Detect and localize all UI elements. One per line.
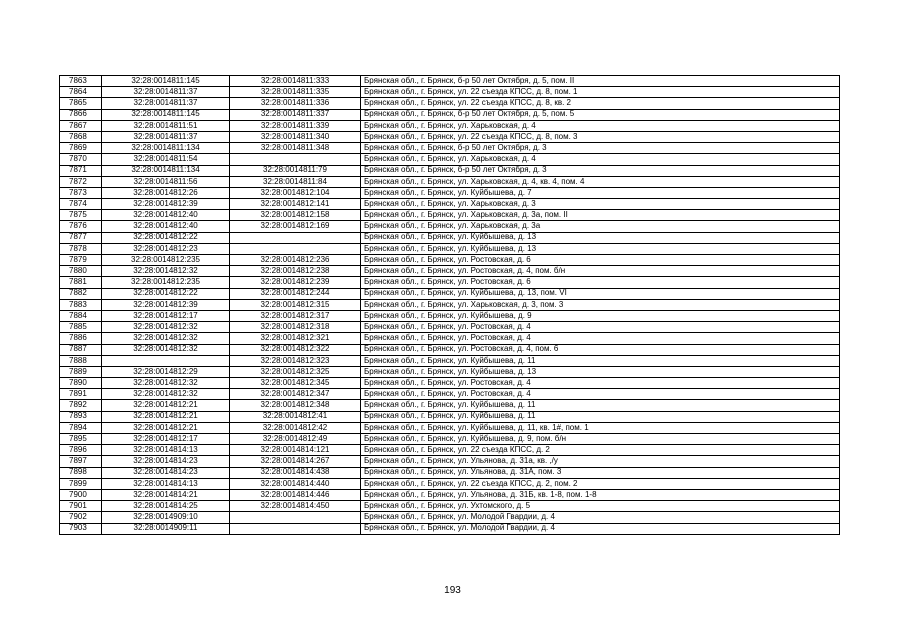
object-cadastral-cell: 32:28:0014812:317 (230, 310, 361, 321)
address-cell: Брянская обл., г. Брянск, ул. Ростовская, д. 4, пом. 6 (361, 344, 840, 355)
address-cell: Брянская обл., г. Брянск, ул. Куйбышева, д. 9, пом. б/н (361, 434, 840, 445)
row-number-cell: 7871 (60, 165, 102, 176)
object-cadastral-cell: 32:28:0014812:325 (230, 366, 361, 377)
address-cell: Брянская обл., г. Брянск, ул. Куйбышева, д. 13, пом. VI (361, 288, 840, 299)
table-row (60, 434, 840, 445)
table-row (60, 277, 840, 288)
table-row (60, 109, 840, 120)
address-cell: Брянская обл., г. Брянск, ул. Ростовская, д. 4 (361, 389, 840, 400)
address-cell: Брянская обл., г. Брянск, ул. Куйбышева, д. 13 (361, 366, 840, 377)
row-number-cell: 7901 (60, 501, 102, 512)
address-cell: Брянская обл., г. Брянск, ул. Куйбышева, д. 13 (361, 232, 840, 243)
parcel-cadastral-cell (102, 355, 230, 366)
parcel-cadastral-cell: 32:28:0014812:40 (102, 221, 230, 232)
parcel-cadastral-cell: 32:28:0014812:39 (102, 299, 230, 310)
address-cell: Брянская обл., г. Брянск, ул. Ухтомского, д. 5 (361, 501, 840, 512)
address-cell: Брянская обл., г. Брянск, ул. Куйбышева, д. 9 (361, 310, 840, 321)
address-cell: Брянская обл., г. Брянск, ул. Ульянова, д. 31А, пом. 3 (361, 467, 840, 478)
table-row (60, 176, 840, 187)
table-row (60, 400, 840, 411)
address-cell: Брянская обл., г. Брянск, ул. Куйбышева, д. 11, кв. 1#, пом. 1 (361, 422, 840, 433)
object-cadastral-cell: 32:28:0014811:333 (230, 76, 361, 87)
object-cadastral-cell (230, 232, 361, 243)
object-cadastral-cell: 32:28:0014814:121 (230, 445, 361, 456)
table-row (60, 523, 840, 534)
row-number-cell: 7864 (60, 87, 102, 98)
row-number-cell: 7881 (60, 277, 102, 288)
parcel-cadastral-cell: 32:28:0014812:21 (102, 422, 230, 433)
object-cadastral-cell: 32:28:0014812:41 (230, 411, 361, 422)
object-cadastral-cell: 32:28:0014811:340 (230, 131, 361, 142)
table-row (60, 143, 840, 154)
parcel-cadastral-cell: 32:28:0014811:56 (102, 176, 230, 187)
object-cadastral-cell: 32:28:0014812:141 (230, 199, 361, 210)
row-number-cell: 7896 (60, 445, 102, 456)
address-cell: Брянская обл., г. Брянск, б-р 50 лет Октября, д. 3 (361, 165, 840, 176)
table-row (60, 333, 840, 344)
row-number-cell: 7899 (60, 478, 102, 489)
row-number-cell: 7883 (60, 299, 102, 310)
table-row (60, 512, 840, 523)
parcel-cadastral-cell: 32:28:0014811:51 (102, 120, 230, 131)
address-cell: Брянская обл., г. Брянск, ул. Молодой Гвардии, д. 4 (361, 523, 840, 534)
object-cadastral-cell: 32:28:0014811:84 (230, 176, 361, 187)
table-row (60, 221, 840, 232)
address-cell: Брянская обл., г. Брянск, ул. Харьковская, д. 4 (361, 120, 840, 131)
table-row (60, 120, 840, 131)
row-number-cell: 7875 (60, 210, 102, 221)
object-cadastral-cell: 32:28:0014812:238 (230, 266, 361, 277)
address-cell: Брянская обл., г. Брянск, ул. Харьковская, д. 3 (361, 199, 840, 210)
table-row (60, 366, 840, 377)
address-cell: Брянская обл., г. Брянск, ул. Харьковская, д. 3а (361, 221, 840, 232)
row-number-cell: 7879 (60, 255, 102, 266)
address-cell: Брянская обл., г. Брянск, ул. Харьковская, д. 4, кв. 4, пом. 4 (361, 176, 840, 187)
row-number-cell: 7876 (60, 221, 102, 232)
object-cadastral-cell: 32:28:0014812:347 (230, 389, 361, 400)
address-cell: Брянская обл., г. Брянск, ул. Куйбышева, д. 11 (361, 400, 840, 411)
table-row (60, 355, 840, 366)
row-number-cell: 7874 (60, 199, 102, 210)
parcel-cadastral-cell: 32:28:0014812:23 (102, 243, 230, 254)
object-cadastral-cell: 32:28:0014811:336 (230, 98, 361, 109)
table-row (60, 378, 840, 389)
object-cadastral-cell: 32:28:0014812:42 (230, 422, 361, 433)
address-cell: Брянская обл., г. Брянск, ул. Ростовская, д. 4, пом. б/н (361, 266, 840, 277)
table-row (60, 76, 840, 87)
row-number-cell: 7893 (60, 411, 102, 422)
table-row (60, 87, 840, 98)
parcel-cadastral-cell: 32:28:0014812:39 (102, 199, 230, 210)
parcel-cadastral-cell: 32:28:0014812:235 (102, 277, 230, 288)
table-row (60, 255, 840, 266)
object-cadastral-cell: 32:28:0014814:450 (230, 501, 361, 512)
address-cell: Брянская обл., г. Брянск, ул. Харьковская, д. 4 (361, 154, 840, 165)
table-row (60, 187, 840, 198)
row-number-cell: 7887 (60, 344, 102, 355)
parcel-cadastral-cell: 32:28:0014814:13 (102, 478, 230, 489)
address-cell: Брянская обл., г. Брянск, ул. Харьковская, д. 3а, пом. II (361, 210, 840, 221)
parcel-cadastral-cell: 32:28:0014812:32 (102, 378, 230, 389)
row-number-cell: 7873 (60, 187, 102, 198)
parcel-cadastral-cell: 32:28:0014812:235 (102, 255, 230, 266)
object-cadastral-cell: 32:28:0014814:438 (230, 467, 361, 478)
row-number-cell: 7902 (60, 512, 102, 523)
table-row (60, 266, 840, 277)
parcel-cadastral-cell: 32:28:0014812:21 (102, 400, 230, 411)
row-number-cell: 7894 (60, 422, 102, 433)
address-cell: Брянская обл., г. Брянск, ул. Ульянова, д. 31а, кв. ,/у (361, 456, 840, 467)
address-cell: Брянская обл., г. Брянск, ул. Ростовская, д. 4 (361, 333, 840, 344)
table-row (60, 299, 840, 310)
table-row (60, 310, 840, 321)
address-cell: Брянская обл., г. Брянск, ул. Молодой Гвардии, д. 4 (361, 512, 840, 523)
parcel-cadastral-cell: 32:28:0014814:25 (102, 501, 230, 512)
address-cell: Брянская обл., г. Брянск, ул. 22 съезда КПСС, д. 2 (361, 445, 840, 456)
parcel-cadastral-cell: 32:28:0014812:29 (102, 366, 230, 377)
object-cadastral-cell: 32:28:0014811:79 (230, 165, 361, 176)
object-cadastral-cell (230, 523, 361, 534)
row-number-cell: 7885 (60, 322, 102, 333)
object-cadastral-cell: 32:28:0014811:337 (230, 109, 361, 120)
parcel-cadastral-cell: 32:28:0014812:32 (102, 344, 230, 355)
row-number-cell: 7877 (60, 232, 102, 243)
address-cell: Брянская обл., г. Брянск, ул. Ростовская, д. 4 (361, 322, 840, 333)
object-cadastral-cell: 32:28:0014814:267 (230, 456, 361, 467)
property-registry-table (59, 75, 840, 535)
table-row (60, 389, 840, 400)
row-number-cell: 7863 (60, 76, 102, 87)
object-cadastral-cell: 32:28:0014814:440 (230, 478, 361, 489)
parcel-cadastral-cell: 32:28:0014812:32 (102, 322, 230, 333)
row-number-cell: 7866 (60, 109, 102, 120)
row-number-cell: 7878 (60, 243, 102, 254)
object-cadastral-cell: 32:28:0014812:236 (230, 255, 361, 266)
row-number-cell: 7868 (60, 131, 102, 142)
table-row (60, 422, 840, 433)
parcel-cadastral-cell: 32:28:0014812:32 (102, 333, 230, 344)
table-row (60, 322, 840, 333)
table-row (60, 232, 840, 243)
row-number-cell: 7897 (60, 456, 102, 467)
parcel-cadastral-cell: 32:28:0014814:21 (102, 489, 230, 500)
table-row (60, 131, 840, 142)
object-cadastral-cell: 32:28:0014812:345 (230, 378, 361, 389)
table-body (60, 76, 840, 535)
table-row (60, 243, 840, 254)
table-row (60, 501, 840, 512)
parcel-cadastral-cell: 32:28:0014812:21 (102, 411, 230, 422)
address-cell: Брянская обл., г. Брянск, б-р 50 лет Октября, д. 5, пом. 5 (361, 109, 840, 120)
object-cadastral-cell: 32:28:0014812:169 (230, 221, 361, 232)
address-cell: Брянская обл., г. Брянск, ул. Харьковская, д. 3, пом. 3 (361, 299, 840, 310)
address-cell: Брянская обл., г. Брянск, ул. 22 съезда КПСС, д. 8, пом. 3 (361, 131, 840, 142)
row-number-cell: 7891 (60, 389, 102, 400)
parcel-cadastral-cell: 32:28:0014811:145 (102, 76, 230, 87)
parcel-cadastral-cell: 32:28:0014909:11 (102, 523, 230, 534)
row-number-cell: 7869 (60, 143, 102, 154)
address-cell: Брянская обл., г. Брянск, ул. 22 съезда КПСС, д. 8, кв. 2 (361, 98, 840, 109)
object-cadastral-cell: 32:28:0014812:239 (230, 277, 361, 288)
address-cell: Брянская обл., г. Брянск, ул. Ульянова, д. 31Б, кв. 1-8, пом. 1-8 (361, 489, 840, 500)
table-row (60, 98, 840, 109)
parcel-cadastral-cell: 32:28:0014811:145 (102, 109, 230, 120)
table-row (60, 489, 840, 500)
table-row (60, 467, 840, 478)
table-row (60, 199, 840, 210)
parcel-cadastral-cell: 32:28:0014812:40 (102, 210, 230, 221)
object-cadastral-cell: 32:28:0014811:339 (230, 120, 361, 131)
table-row (60, 165, 840, 176)
address-cell: Брянская обл., г. Брянск, ул. Ростовская, д. 6 (361, 255, 840, 266)
address-cell: Брянская обл., г. Брянск, ул. Ростовская, д. 6 (361, 277, 840, 288)
object-cadastral-cell: 32:28:0014811:335 (230, 87, 361, 98)
row-number-cell: 7898 (60, 467, 102, 478)
table-row (60, 445, 840, 456)
page-number: 193 (444, 585, 461, 596)
address-cell: Брянская обл., г. Брянск, ул. 22 съезда КПСС, д. 2, пом. 2 (361, 478, 840, 489)
parcel-cadastral-cell: 32:28:0014811:134 (102, 143, 230, 154)
object-cadastral-cell (230, 512, 361, 523)
object-cadastral-cell (230, 154, 361, 165)
parcel-cadastral-cell: 32:28:0014814:23 (102, 467, 230, 478)
table-row (60, 154, 840, 165)
object-cadastral-cell: 32:28:0014812:318 (230, 322, 361, 333)
object-cadastral-cell: 32:28:0014812:323 (230, 355, 361, 366)
row-number-cell: 7872 (60, 176, 102, 187)
parcel-cadastral-cell: 32:28:0014811:37 (102, 98, 230, 109)
row-number-cell: 7895 (60, 434, 102, 445)
object-cadastral-cell: 32:28:0014812:348 (230, 400, 361, 411)
row-number-cell: 7886 (60, 333, 102, 344)
parcel-cadastral-cell: 32:28:0014812:17 (102, 434, 230, 445)
object-cadastral-cell: 32:28:0014812:158 (230, 210, 361, 221)
parcel-cadastral-cell: 32:28:0014814:13 (102, 445, 230, 456)
object-cadastral-cell: 32:28:0014812:321 (230, 333, 361, 344)
parcel-cadastral-cell: 32:28:0014812:32 (102, 389, 230, 400)
table-row (60, 456, 840, 467)
row-number-cell: 7888 (60, 355, 102, 366)
parcel-cadastral-cell: 32:28:0014812:22 (102, 288, 230, 299)
row-number-cell: 7900 (60, 489, 102, 500)
parcel-cadastral-cell: 32:28:0014811:37 (102, 87, 230, 98)
object-cadastral-cell: 32:28:0014812:49 (230, 434, 361, 445)
row-number-cell: 7890 (60, 378, 102, 389)
parcel-cadastral-cell: 32:28:0014812:26 (102, 187, 230, 198)
object-cadastral-cell: 32:28:0014812:104 (230, 187, 361, 198)
row-number-cell: 7880 (60, 266, 102, 277)
table-row (60, 411, 840, 422)
address-cell: Брянская обл., г. Брянск, б-р 50 лет Октября, д. 3 (361, 143, 840, 154)
parcel-cadastral-cell: 32:28:0014812:17 (102, 310, 230, 321)
row-number-cell: 7867 (60, 120, 102, 131)
object-cadastral-cell (230, 243, 361, 254)
table-row (60, 478, 840, 489)
table-row (60, 288, 840, 299)
row-number-cell: 7870 (60, 154, 102, 165)
address-cell: Брянская обл., г. Брянск, ул. Куйбышева, д. 7 (361, 187, 840, 198)
object-cadastral-cell: 32:28:0014814:446 (230, 489, 361, 500)
parcel-cadastral-cell: 32:28:0014814:23 (102, 456, 230, 467)
address-cell: Брянская обл., г. Брянск, ул. Куйбышева, д. 11 (361, 355, 840, 366)
address-cell: Брянская обл., г. Брянск, ул. Куйбышева, д. 11 (361, 411, 840, 422)
address-cell: Брянская обл., г. Брянск, ул. Куйбышева, д. 13 (361, 243, 840, 254)
row-number-cell: 7884 (60, 310, 102, 321)
parcel-cadastral-cell: 32:28:0014811:54 (102, 154, 230, 165)
parcel-cadastral-cell: 32:28:0014812:32 (102, 266, 230, 277)
table-row (60, 210, 840, 221)
object-cadastral-cell: 32:28:0014812:244 (230, 288, 361, 299)
parcel-cadastral-cell: 32:28:0014812:22 (102, 232, 230, 243)
row-number-cell: 7892 (60, 400, 102, 411)
row-number-cell: 7903 (60, 523, 102, 534)
row-number-cell: 7865 (60, 98, 102, 109)
address-cell: Брянская обл., г. Брянск, б-р 50 лет Октября, д. 5, пом. II (361, 76, 840, 87)
row-number-cell: 7882 (60, 288, 102, 299)
parcel-cadastral-cell: 32:28:0014909:10 (102, 512, 230, 523)
row-number-cell: 7889 (60, 366, 102, 377)
object-cadastral-cell: 32:28:0014812:315 (230, 299, 361, 310)
object-cadastral-cell: 32:28:0014812:322 (230, 344, 361, 355)
address-cell: Брянская обл., г. Брянск, ул. Ростовская, д. 4 (361, 378, 840, 389)
object-cadastral-cell: 32:28:0014811:348 (230, 143, 361, 154)
parcel-cadastral-cell: 32:28:0014811:37 (102, 131, 230, 142)
parcel-cadastral-cell: 32:28:0014811:134 (102, 165, 230, 176)
address-cell: Брянская обл., г. Брянск, ул. 22 съезда КПСС, д. 8, пом. 1 (361, 87, 840, 98)
table-row (60, 344, 840, 355)
